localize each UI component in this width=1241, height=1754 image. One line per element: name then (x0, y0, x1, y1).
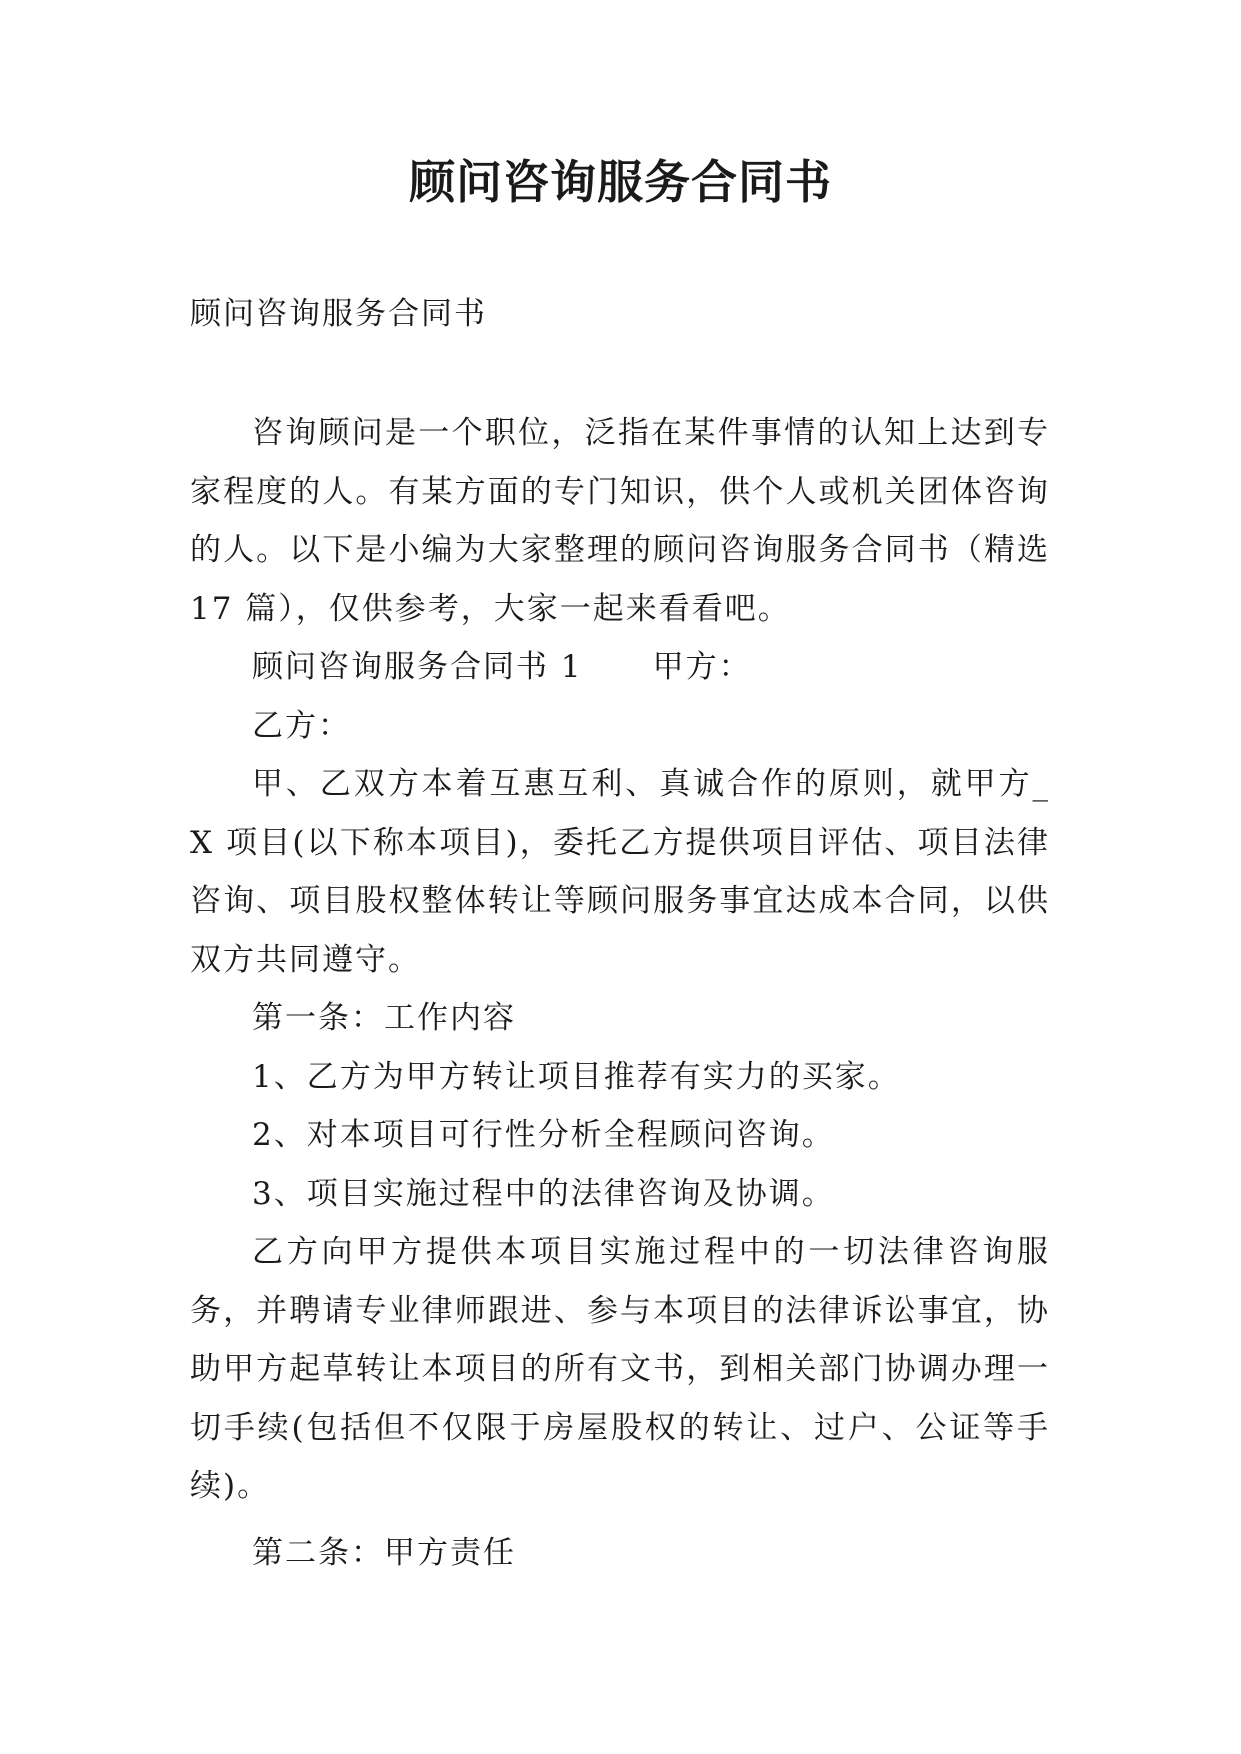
paragraph-agreement: 甲、乙双方本着互惠互利、真诚合作的原则，就甲方_X 项目(以下称本项目)，委托乙方提供项目评估、项目法律咨询、项目股权整体转让等顾问服务事宜达成本合同，以供双方共同遵守。 (190, 766, 1050, 978)
paragraph-item-2: 2、对本项目可行性分析全程顾问咨询。 (252, 1117, 835, 1153)
party-a-label: 甲方： (652, 649, 752, 685)
paragraph-intro: 咨询顾问是一个职位，泛指在某件事情的认知上达到专家程度的人。有某方面的专门知识，供个人或机关团体咨询的人。以下是小编为大家整理的顾问咨询服务合同书（精选17 篇），仅供参考，大家一起来看看吧。 (190, 415, 1050, 627)
section-heading-label: 顾问咨询服务合同书 1 (252, 649, 583, 685)
document-body (190, 404, 1050, 1582)
paragraph-article-2-heading: 第二条：甲方责任 (252, 1534, 516, 1571)
document-subtitle: 顾问咨询服务合同书 (190, 296, 487, 332)
document-title: 顾问咨询服务合同书 (409, 155, 832, 209)
paragraph-item-3: 3、项目实施过程中的法律咨询及协调。 (252, 1175, 835, 1212)
paragraph-item-1: 1、乙方为甲方转让项目推荐有实力的买家。 (252, 1058, 901, 1095)
paragraph-legal-services: 乙方向甲方提供本项目实施过程中的一切法律咨询服务，并聘请专业律师跟进、参与本项目的法律诉讼事宜，协助甲方起草转让本项目的所有文书，到相关部门协调办理一切手续(包括但不仅限于房屋股权的转让、过户、公证等手续)。 (190, 1234, 1050, 1504)
paragraph-party-b: 乙方： (252, 707, 351, 744)
paragraph-section-heading (190, 638, 1050, 697)
paragraph-article-1-heading: 第一条：工作内容 (252, 1000, 516, 1036)
